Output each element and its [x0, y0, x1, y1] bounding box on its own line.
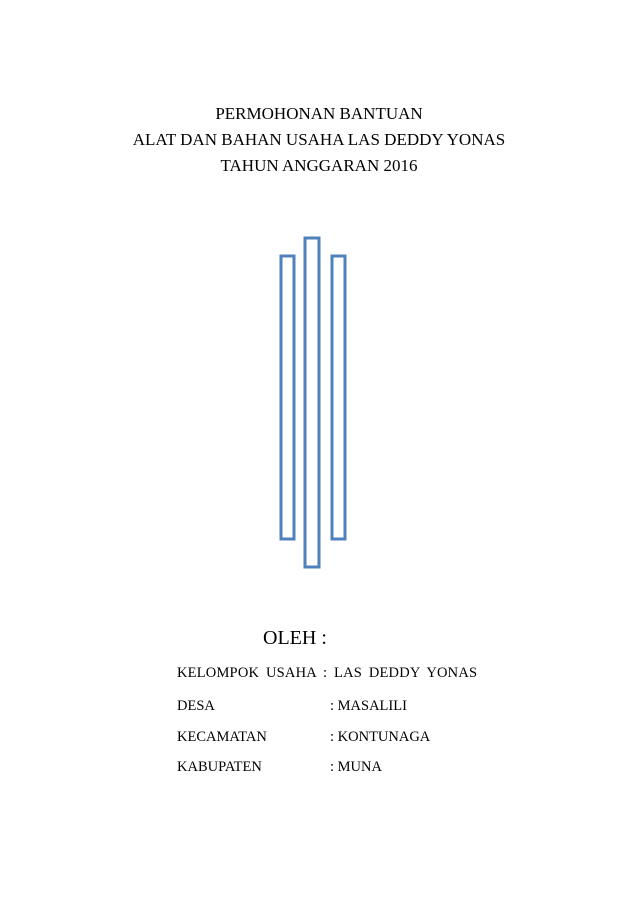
title-line-3: TAHUN ANGGARAN 2016	[220, 156, 418, 175]
decorative-bar-left	[281, 256, 294, 539]
title-line-1: PERMOHONAN BANTUAN	[215, 104, 423, 123]
detail-label: KABUPATEN	[177, 759, 262, 775]
detail-row-kecamatan	[177, 728, 577, 746]
detail-row-kabupaten	[177, 758, 577, 776]
detail-value: : KONTUNAGA	[330, 729, 431, 745]
kelompok-usaha-line: KELOMPOK USAHA : LAS DEDDY YONAS	[177, 665, 478, 681]
decorative-bar-right	[332, 256, 345, 539]
detail-value: : MUNA	[330, 759, 382, 775]
detail-label: DESA	[177, 698, 215, 714]
decorative-bar-center	[305, 238, 319, 567]
detail-value: : MASALILI	[330, 698, 407, 714]
detail-row-desa	[177, 697, 577, 715]
title-line-2: ALAT DAN BAHAN USAHA LAS DEDDY YONAS	[132, 130, 506, 149]
oleh-heading: OLEH :	[263, 627, 327, 649]
detail-label: KECAMATAN	[177, 729, 267, 745]
